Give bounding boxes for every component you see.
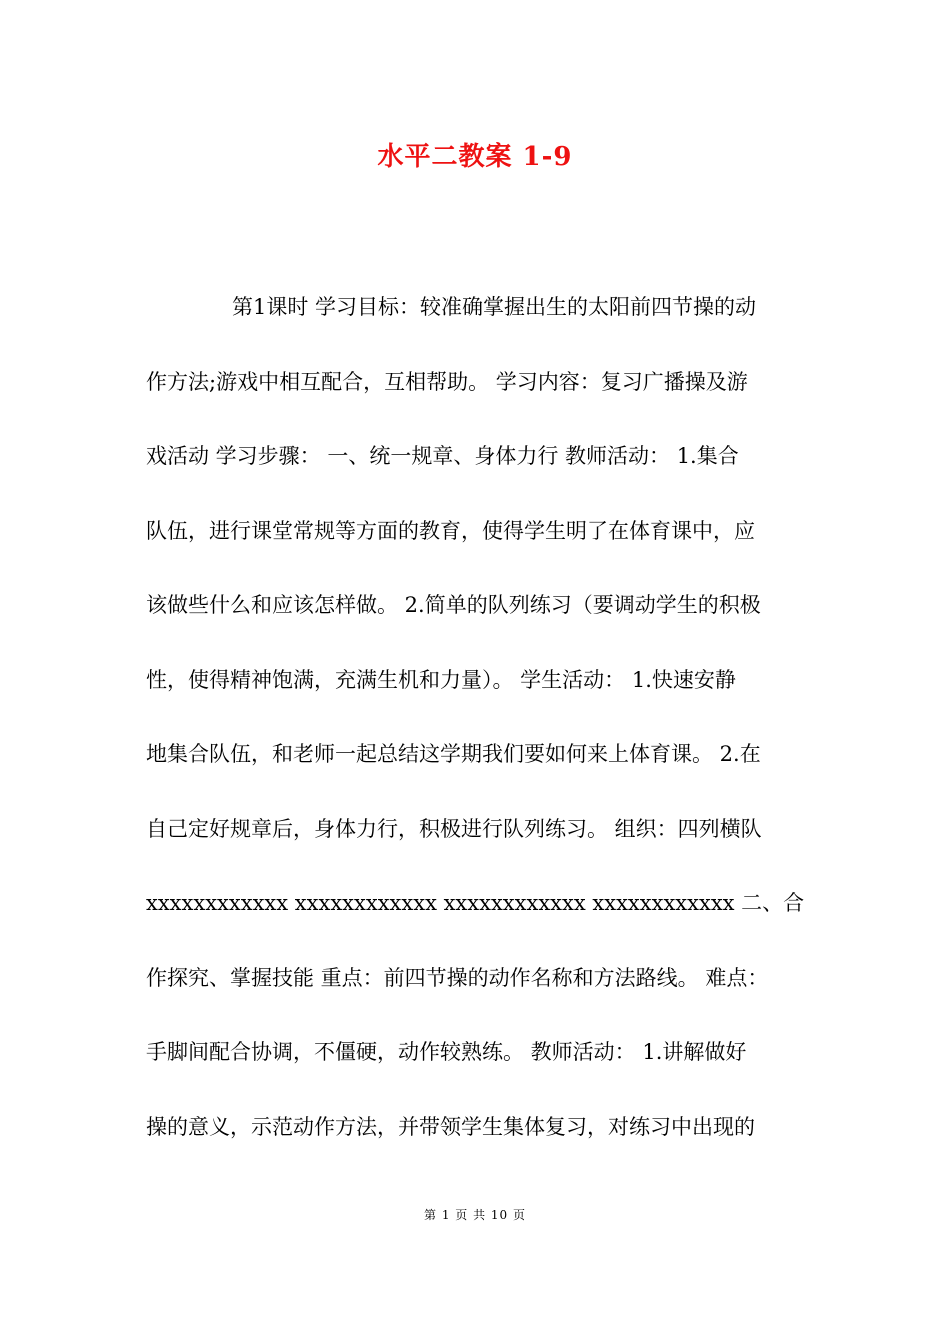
page-number-footer: 第 1 页 共 10 页: [424, 1208, 526, 1222]
body-line: 地集合队伍，和老师一起总结这学期我们要如何来上体育课。 2.在: [146, 742, 761, 766]
body-line: 性，使得精神饱满，充满生机和力量）。 学生活动： 1.快速安静: [146, 667, 736, 692]
body-line: 自己定好规章后，身体力行，积极进行队列练习。 组织：四列横队: [146, 816, 762, 841]
body-line: xxxxxxxxxxxx xxxxxxxxxxxx xxxxxxxxxxxx xxxxxxxxxxxx 二、合: [146, 891, 805, 915]
body-line: 戏活动 学习步骤： 一、统一规章、身体力行 教师活动： 1.集合: [146, 444, 739, 468]
document-body: [146, 270, 806, 1164]
body-line: 手脚间配合协调，不僵硬，动作较熟练。 教师活动： 1.讲解做好: [146, 1040, 747, 1064]
body-line: 操的意义，示范动作方法，并带领学生集体复习，对练习中出现的: [146, 1114, 755, 1139]
body-line: 作探究、掌握技能 重点：前四节操的动作名称和方法路线。 难点：: [146, 965, 769, 990]
body-line: 作方法;游戏中相互配合，互相帮助。 学习内容：复习广播操及游: [146, 369, 748, 394]
body-line: 该做些什么和应该怎样做。 2.简单的队列练习（要调动学生的积极: [146, 593, 761, 617]
body-line: 第1课时 学习目标：较准确掌握出生的太阳前四节操的动: [232, 295, 757, 319]
body-line: 队伍，进行课堂常规等方面的教育，使得学生明了在体育课中，应: [146, 518, 755, 543]
document-title: 水平二教案 1-9: [377, 142, 573, 172]
